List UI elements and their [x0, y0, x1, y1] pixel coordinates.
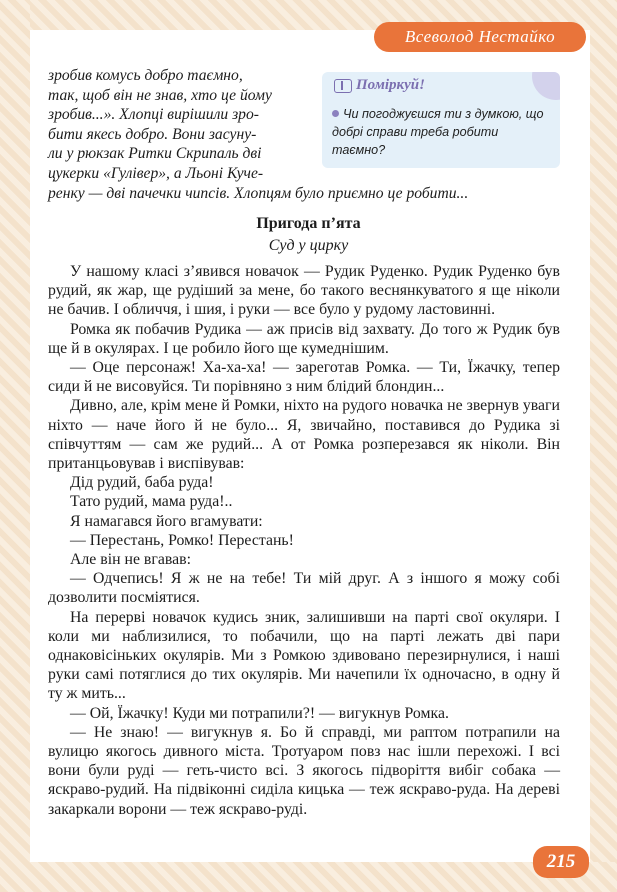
paragraph: Але він не вгавав:: [70, 551, 191, 569]
paragraph: Дід рудий, баба руда!: [70, 474, 214, 492]
paragraph: Дивно, але, крім мене й Ромки, ніхто на рудого новачка не звернув уваги ніхто — наче його й не було... Я, звичайно, поставився до Рудика зі співчуттям — сам же рудий... А от Ромка розперезався як ніколи. Він пританцьовував і виспівував:: [48, 397, 560, 473]
intro-text: [48, 66, 310, 184]
author-name: Всеволод Нестайко: [404, 27, 556, 46]
paragraph: — Оце персонаж! Ха-ха-ха! — зареготав Ромка. — Ти, Їжачку, тепер сиди й не висовуйся. Ти порівняно з ним блідий блондин...: [48, 359, 560, 396]
border-pattern-right: [590, 0, 617, 892]
think-box-title: Поміркуй!: [356, 77, 425, 93]
paragraph: Я намагався його вгамувати:: [70, 512, 263, 530]
page-number: 215: [546, 851, 576, 872]
paragraph: — Одчепись! Я ж не на тебе! Ти мій друг. А з іншого я можу собі дозволити посміятися.: [48, 570, 560, 607]
author-header: [374, 22, 586, 52]
think-box-question-wrap: [332, 105, 554, 159]
story-body: [48, 262, 560, 819]
paragraph: Ромка як побачив Рудика — аж присів від захвату. До того ж Рудик був ще й в окулярах. І це робило його ще кумеднішим.: [48, 320, 560, 357]
paragraph: — Не знаю! — вигукнув я. Бо й справді, ми раптом потрапили на вулицю якогось дивного міста. Тротуаром повз нас ішли перехожі. І всі вони були руді — геть-чисто всі. З якогось підворіття вибіг собака — яскраво-рудий. На підвіконні сиділа кицька — теж яскраво-руда. На дереві закаркали ворони — теж яскраво-руді.: [48, 723, 560, 818]
intro-line: зробив...». Хлопці вирішили зро-: [48, 106, 259, 124]
book-icon: [334, 79, 352, 93]
chapter-subtitle: Суд у цирку: [268, 237, 349, 254]
intro-line: зробив комусь добро таємно,: [48, 67, 243, 84]
think-box-question: Чи погоджуєшся ти з думкою, що добрі справи треба робити таємно?: [332, 107, 544, 157]
intro-last-line: ренку — дві пачечки чипсів. Хлопцям було приємно це робити...: [48, 185, 469, 202]
chapter-title: Пригода п’ята: [256, 215, 361, 232]
think-box: [322, 72, 560, 168]
paragraph: На перерві новачок кудись зник, залишивши на парті свої окуляри. І коли ми наблизилися, то побачили, що на парті лежать дві пари однаковісіньких окулярів. Ми з Ромкою здивовано перезирнулися, і наші руки самі потяглися до тих окулярів. Ми начепили їх одночасно, в одну й ту ж мить...: [48, 608, 560, 703]
border-pattern-left: [0, 0, 30, 892]
page-number-badge: [533, 846, 589, 878]
border-pattern-bottom: [0, 862, 617, 892]
paragraph: — Ой, Їжачку! Куди ми потрапили?! — вигукнув Ромка.: [70, 704, 449, 722]
paragraph: Тато рудий, мама руда!..: [70, 493, 233, 511]
intro-line: ли у рюкзак Ритки Скрипаль дві: [48, 145, 262, 163]
paragraph: У нашому класі з’явився новачок — Рудик Руденко. Рудик Руденко був рудий, як жар, ще рудіший за мене, бо такого веснянкуватого я ще ніколи не бачив. І обличчя, і шия, і руки — все було у рудому ластовинні.: [48, 263, 560, 319]
intro-line: бити якесь добро. Вони засуну-: [48, 125, 257, 143]
think-box-header: [334, 77, 425, 94]
intro-line: так, щоб він не знав, хто це йому: [48, 86, 272, 104]
bullet-icon: [332, 110, 339, 117]
paragraph: — Перестань, Ромко! Перестань!: [70, 531, 294, 549]
think-box-corner: [532, 72, 560, 100]
intro-line: цукерки «Гулівер», а Льоні Куче-: [48, 164, 264, 182]
